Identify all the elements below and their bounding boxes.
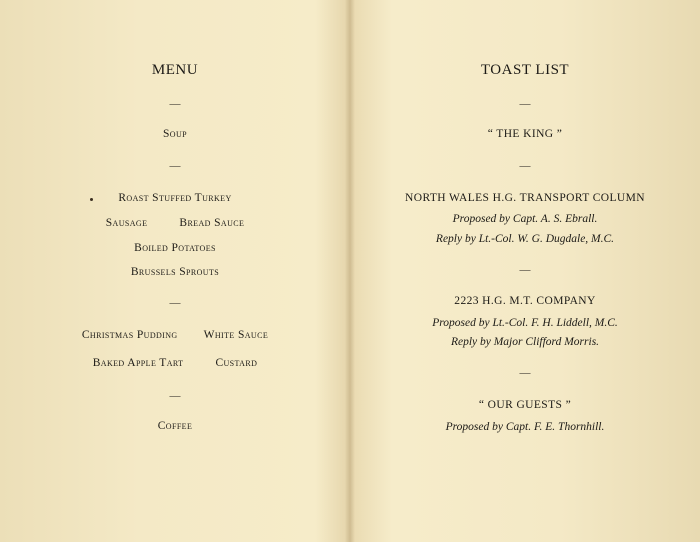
toast-company-reply: Reply by Major Clifford Morris. — [450, 336, 600, 348]
toast-transport-proposed: Proposed by Capt. A. S. Ebrall. — [452, 213, 598, 225]
menu-item-white-sauce: White Sauce — [203, 329, 269, 341]
menu-item-turkey: Roast Stuffed Turkey — [118, 192, 232, 204]
toast-separator: — — [519, 367, 531, 379]
toast-guests-title: “ OUR GUESTS ” — [478, 399, 572, 411]
ink-speck — [90, 198, 93, 201]
toast-the-king: “ THE KING ” — [487, 128, 563, 140]
menu-separator: — — [169, 390, 181, 402]
menu-item-apple-tart: Baked Apple Tart — [92, 357, 184, 369]
toast-separator: — — [519, 264, 531, 276]
menu-item-bread-sauce: Bread Sauce — [179, 217, 245, 229]
menu-item-sausage: Sausage — [105, 217, 148, 229]
menu-item-potatoes: Boiled Potatoes — [134, 242, 216, 254]
menu-row-pudding-sauce — [0, 329, 350, 341]
menu-separator: — — [169, 98, 181, 110]
toast-separator: — — [519, 98, 531, 110]
toast-guests-proposed: Proposed by Capt. F. E. Thornhill. — [445, 421, 605, 433]
menu-item-soup: Soup — [163, 128, 187, 140]
toast-separator: — — [519, 160, 531, 172]
menu-row-sausage-sauce — [0, 217, 350, 229]
menu-item-pudding: Christmas Pudding — [81, 329, 178, 341]
toast-company-proposed: Proposed by Lt.-Col. F. H. Liddell, M.C. — [432, 317, 618, 329]
toast-list-page — [350, 0, 700, 542]
menu-item-coffee: Coffee — [157, 420, 193, 432]
menu-row-tart-custard — [0, 357, 350, 369]
toast-list-title: TOAST LIST — [480, 62, 570, 78]
menu-item-custard: Custard — [215, 357, 258, 369]
menu-separator: — — [169, 297, 181, 309]
menu-separator: — — [169, 160, 181, 172]
menu-item-sprouts: Brussels Sprouts — [130, 266, 220, 278]
menu-title: MENU — [151, 62, 199, 78]
toast-transport-reply: Reply by Lt.-Col. W. G. Dugdale, M.C. — [435, 233, 615, 245]
toast-company-title: 2223 H.G. M.T. COMPANY — [454, 295, 596, 307]
toast-transport-title: NORTH WALES H.G. TRANSPORT COLUMN — [405, 192, 645, 204]
